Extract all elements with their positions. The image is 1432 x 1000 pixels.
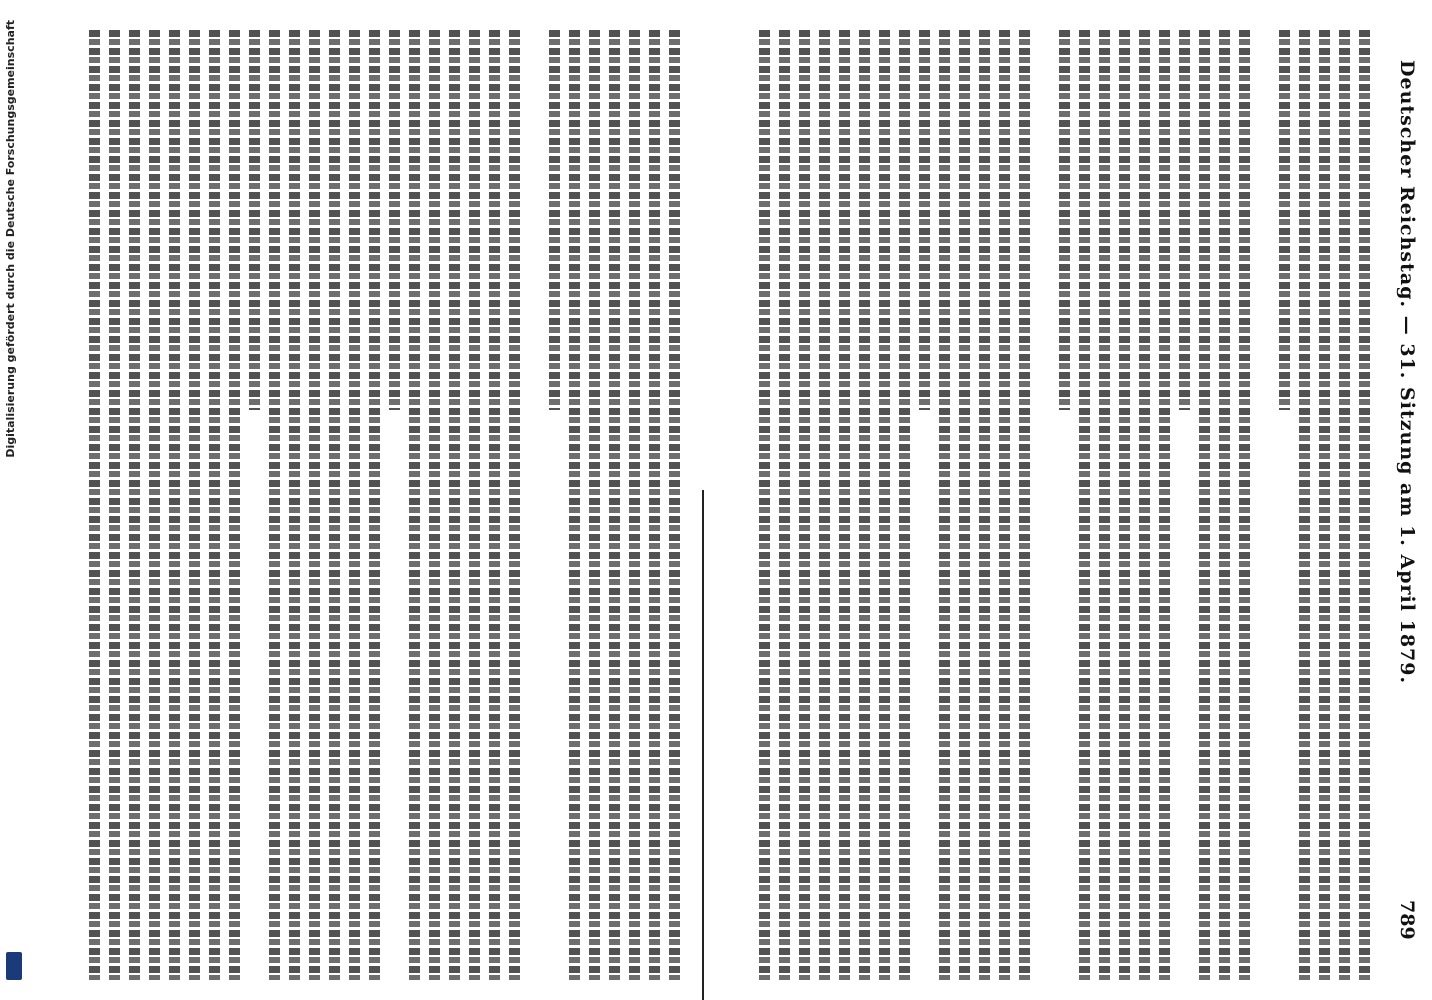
illegible-text-line [919, 30, 930, 410]
margin-credit [4, 20, 26, 980]
illegible-text-line [149, 30, 160, 980]
illegible-text-line [779, 30, 790, 980]
illegible-text-line [349, 30, 360, 980]
illegible-text-line [189, 30, 200, 980]
illegible-text-line [1039, 30, 1050, 980]
text-column-left [70, 30, 680, 980]
illegible-text-line [129, 30, 140, 980]
illegible-text-line [169, 30, 180, 980]
illegible-text-line [1179, 30, 1190, 410]
illegible-text-line [589, 30, 600, 980]
digitization-credit: Digitalisierung gefördert durch die Deutsche Forschungsgemeinschaft [4, 20, 17, 458]
illegible-text-line [409, 30, 420, 980]
header-title: Deutscher Reichstag. — 31. Sitzung am 1. April 1879. [1396, 60, 1418, 685]
column-divider [702, 490, 704, 1000]
running-header [1390, 0, 1424, 1000]
illegible-text-line [669, 30, 680, 980]
illegible-text-line [489, 30, 500, 980]
illegible-text-line [879, 30, 890, 980]
illegible-text-line [389, 30, 400, 410]
illegible-text-line [229, 30, 240, 980]
illegible-text-line [979, 30, 990, 980]
illegible-text-line [859, 30, 870, 980]
illegible-text-line [249, 30, 260, 410]
illegible-text-line [1239, 30, 1250, 980]
scanned-page [30, 0, 1432, 1000]
illegible-text-line [1359, 30, 1370, 980]
illegible-text-line [939, 30, 950, 980]
illegible-text-line [1099, 30, 1110, 980]
illegible-text-line [1219, 30, 1230, 980]
illegible-text-line [629, 30, 640, 980]
illegible-text-line [1119, 30, 1130, 980]
illegible-text-line [959, 30, 970, 980]
illegible-text-line [799, 30, 810, 980]
illegible-text-line [899, 30, 910, 980]
illegible-text-line [1199, 30, 1210, 980]
illegible-text-line [649, 30, 660, 980]
illegible-text-line [609, 30, 620, 980]
illegible-text-line [109, 30, 120, 980]
illegible-text-line [289, 30, 300, 980]
illegible-text-line [89, 30, 100, 980]
illegible-text-line [309, 30, 320, 980]
illegible-text-line [1299, 30, 1310, 980]
illegible-text-line [999, 30, 1010, 980]
illegible-text-line [1339, 30, 1350, 980]
illegible-text-line [1159, 30, 1170, 980]
text-column-right [730, 30, 1370, 980]
illegible-text-line [209, 30, 220, 980]
page-number: 789 [1396, 900, 1418, 940]
illegible-text-line [1019, 30, 1030, 980]
illegible-text-line [529, 30, 540, 980]
illegible-text-line [1259, 30, 1270, 980]
illegible-text-line [329, 30, 340, 980]
illegible-text-line [1059, 30, 1070, 410]
illegible-text-line [469, 30, 480, 980]
illegible-text-line [569, 30, 580, 980]
illegible-text-line [429, 30, 440, 980]
illegible-text-line [269, 30, 280, 980]
illegible-text-line [1279, 30, 1290, 410]
illegible-text-line [369, 30, 380, 980]
illegible-text-line [1319, 30, 1330, 980]
illegible-text-line [839, 30, 850, 980]
illegible-text-line [759, 30, 770, 980]
illegible-text-line [1139, 30, 1150, 980]
dfg-logo-icon [6, 952, 22, 980]
illegible-text-line [549, 30, 560, 410]
illegible-text-line [509, 30, 520, 980]
illegible-text-line [449, 30, 460, 980]
illegible-text-line [819, 30, 830, 980]
illegible-text-line [1079, 30, 1090, 980]
